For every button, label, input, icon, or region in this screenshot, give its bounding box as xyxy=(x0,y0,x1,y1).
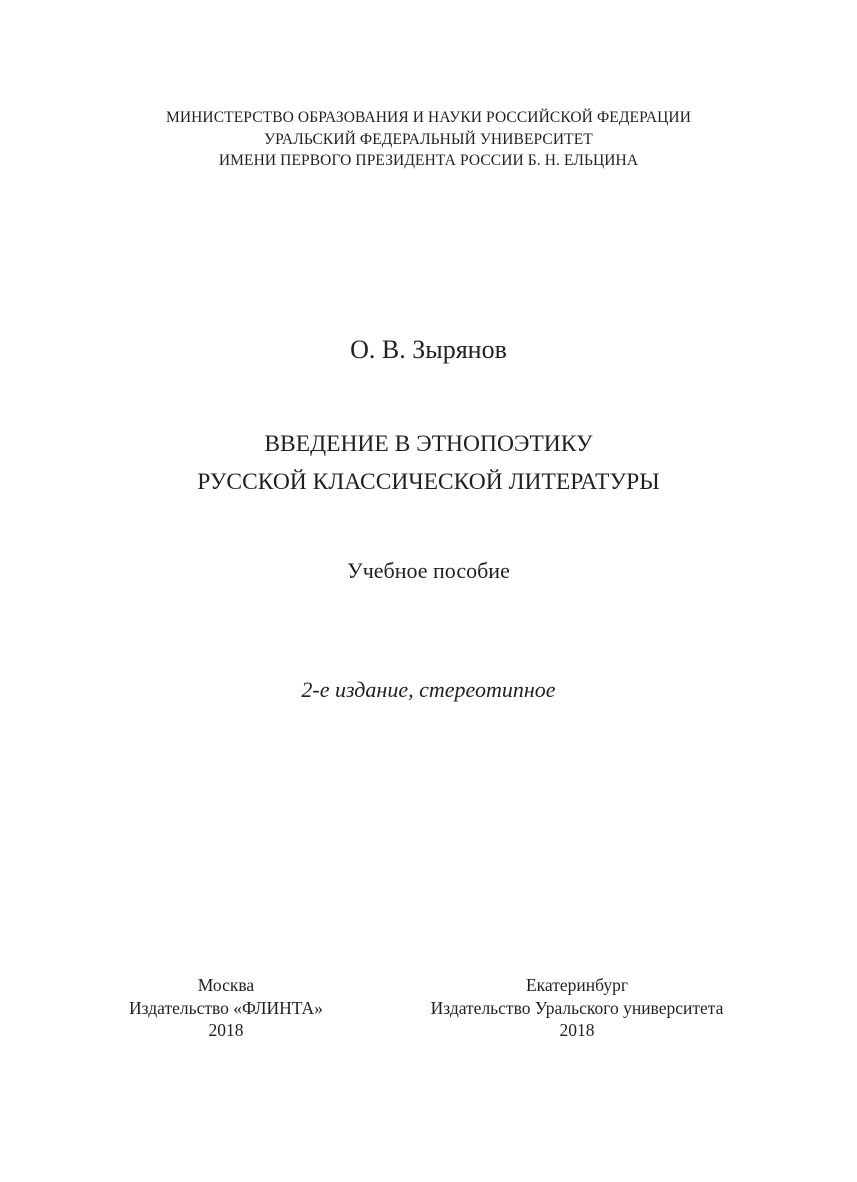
publisher-moscow xyxy=(116,974,336,1042)
publisher-city: Москва xyxy=(197,975,255,995)
publisher-year: 2018 xyxy=(208,1020,244,1040)
book-title xyxy=(0,425,857,501)
publisher-year: 2018 xyxy=(559,1020,595,1040)
publisher-name: Издательство Уральского университета xyxy=(430,997,724,1018)
edition-note: 2-е издание, стереотипное xyxy=(301,677,556,702)
book-title-line-1: ВВЕДЕНИЕ В ЭТНОПОЭТИКУ xyxy=(264,431,593,457)
document-type: Учебное пособие xyxy=(347,558,510,583)
institution-ministry: МИНИСТЕРСТВО ОБРАЗОВАНИЯ И НАУКИ РОССИЙСКОЙ ФЕДЕРАЦИИ xyxy=(165,109,692,126)
book-title-line-2: РУССКОЙ КЛАССИЧЕСКОЙ ЛИТЕРАТУРЫ xyxy=(197,469,660,495)
publisher-city: Екатеринбург xyxy=(525,975,629,995)
author-name: О. В. Зырянов xyxy=(350,335,507,364)
institution-named-after: ИМЕНИ ПЕРВОГО ПРЕЗИДЕНТА РОССИИ Б. Н. ЕЛЬЦИНА xyxy=(218,152,639,169)
publisher-ekaterinburg xyxy=(412,974,742,1042)
institution-header xyxy=(0,107,857,172)
publisher-name: Издательство «ФЛИНТА» xyxy=(129,997,323,1018)
institution-university: УРАЛЬСКИЙ ФЕДЕРАЛЬНЫЙ УНИВЕРСИТЕТ xyxy=(264,130,593,148)
